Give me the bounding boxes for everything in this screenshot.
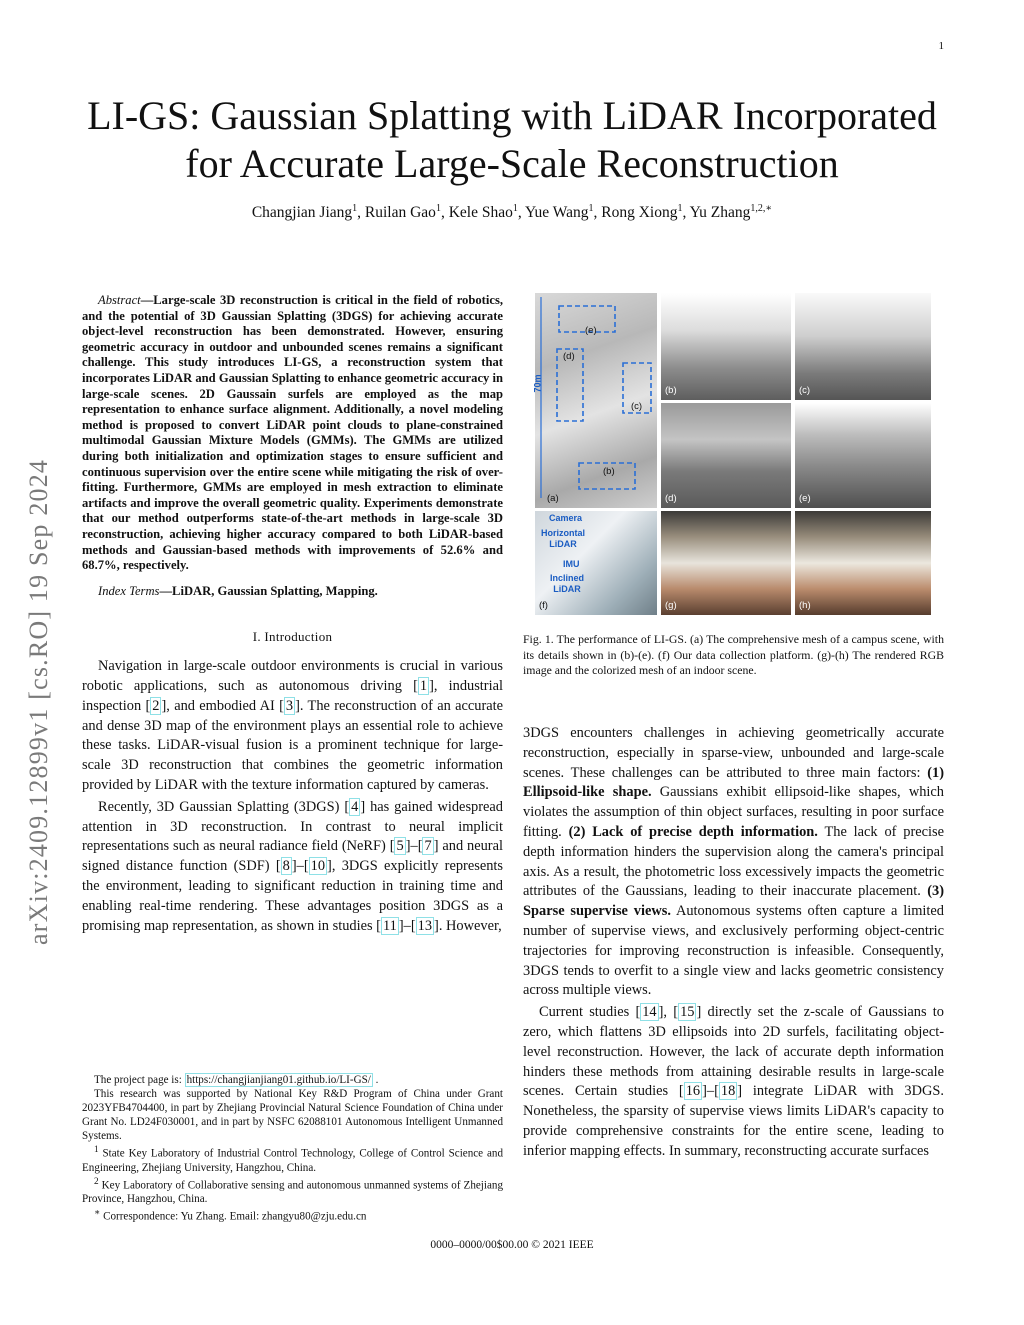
- citation-link[interactable]: 11: [382, 917, 397, 934]
- author-affiliation-mark: 1,2,∗: [750, 203, 773, 214]
- panel-label-a: (a): [547, 493, 559, 504]
- project-page-suffix: .: [372, 1074, 379, 1086]
- bold-phrase: (2) Lack of precise depth information.: [568, 823, 818, 840]
- project-page-prefix: The project page is:: [94, 1074, 185, 1086]
- citation-link[interactable]: 7: [424, 838, 432, 855]
- panel-f-data-platform: [535, 511, 657, 615]
- citation-link[interactable]: 3: [285, 697, 294, 714]
- author-name: Yue Wang: [525, 204, 589, 222]
- section-heading-introduction: I. Introduction: [252, 629, 333, 645]
- aff1-mark: 1: [94, 1145, 99, 1155]
- author-list: Changjian Jiang$^1$, Ruilan Gao$^1$, Kele Shao$^1$, Yue Wang$^1$, Rong Xiong$^1$, Yu Zhang$^{1,2,∗}$: [251, 203, 773, 222]
- footnote-project-page: [82, 1073, 503, 1087]
- footnote-affiliation-1: [82, 1143, 503, 1175]
- panel-label-c: (c): [799, 385, 811, 396]
- citation-link[interactable]: 1: [419, 678, 428, 695]
- platform-camera-label: Camera: [549, 513, 583, 523]
- author-name: Ruilan Gao: [364, 204, 436, 222]
- panel-label-f: (f): [539, 600, 548, 611]
- platform-imu-label: IMU: [563, 559, 580, 569]
- author-affiliation-mark: 1: [677, 203, 683, 214]
- citation-link[interactable]: 8: [282, 858, 290, 875]
- abstract: [82, 293, 503, 574]
- corr-text: Correspondence: Yu Zhang. Email: zhangyu80@zju.edu.cn: [100, 1211, 367, 1224]
- abstract-text: Large-scale 3D reconstruction is critical in the field of robotics, and the potential of 3D Gaussian Splatting (3DGS) for achieving accurate object-level reconstruction has been demonstrated. However, ensuring geometric accuracy in outdoor and unbounded scenes remains a significant challenge. This study introduces LI-GS, a reconstruction system that incorporates LiDAR and Gaussian Splatting to enhance geometric accuracy in large-scale scenes. 2D Gaussain surfels are employed as the map representation to enhance surface alignment. Additionally, a novel modeling method is proposed to convert LiDAR point clouds to plane-constrained multimodal Gaussian Mixture Models (GMMs). The GMMs are utilized during both initialization and optimization stages to ensure sufficient and continuous supervision over the entire scene while mitigating the risk of over-fitting. Furthermore, GMMs are employed in mesh extraction to eliminate artifacts and improve the overall geometric quality. Experiments demonstrate that our method outperforms state-of-the-art methods in large-scale 3D reconstruction, achieving higher accuracy compared to both LiDAR-based methods and Gaussian-based methods with improvements of 52.6% and 68.7%, respectively.: [82, 293, 503, 573]
- panel-label-g: (g): [665, 600, 677, 611]
- figure-1-caption: Fig. 1. The performance of LI-GS. (a) The comprehensive mesh of a campus scene, with its details shown in (b)-(e). (f) Our data collection platform. (g)-(h) The rendered RGB image and the colorized mesh of an indoor scene.: [523, 632, 944, 678]
- citation-link[interactable]: 14: [642, 1004, 657, 1021]
- title-line-1: LI-GS: Gaussian Splatting with LiDAR Incorporated: [87, 93, 937, 138]
- index-terms-text: LiDAR, Gaussian Splatting, Mapping.: [172, 583, 378, 598]
- panel-d-vehicles-mesh: [661, 403, 791, 508]
- project-page-link[interactable]: https://changjianjiang01.github.io/LI-GS/: [186, 1074, 371, 1086]
- right-paragraph-1: 3DGS encounters challenges in achieving geometrically accurate reconstruction, especially in sparse-view, unbounded and large-scale scenes. These challenges can be attributed to three main factors: (1) Ellipsoid-like shape. Gaussians exhibit ellipsoid-like shapes, which violates the assumption of thin object surfaces, resulting in poor surface fitting. (2) Lack of precise depth information. The lack of precise depth information hinders the supervision along the camera's principal axis. As a result, the photometric loss excessively impacts the geometric attributes of the Gaussians, leading to their inaccurate placement. (3) Sparse supervise views. Autonomous systems often capture a limited number of supervise views, and exclusively performing object-centric trajectories for improving reconstruction is infeasible. Consequently, 3DGS tends to overfit to a single view and lacks geometric consistency across multiple views.: [523, 725, 945, 999]
- footnote-funding: This research was supported by National Key R&D Program of China under Grant 2023YFB4704400, in part by Zhejiang Provincial Natural Science Foundation of China under Grant No. LD24F030001, and in part by NSFC 62088101 Autonomous Intelligent Unmanned Systems.: [82, 1088, 503, 1142]
- author-name: Changjian Jiang: [251, 204, 353, 222]
- paper-title: [60, 92, 964, 188]
- citation-link[interactable]: 13: [417, 917, 433, 934]
- author-name: Yu Zhang: [689, 204, 751, 222]
- citation-link[interactable]: 2: [152, 697, 160, 714]
- abstract-dash: —: [140, 293, 154, 307]
- index-terms-dash: —: [159, 583, 173, 598]
- intro-paragraph-2: Recently, 3D Gaussian Splatting (3DGS) [ 4 ] has gained widespread attention in 3D reconstruction. In contrast to neural implicit representations such as neural radiance field (NeRF) [ 5 ]–[ 7 ] and neural signed distance function (SDF) [ 8 ]–[ 10 ], 3DGS explicitly represents the environment, leading to significant reduction in training time and enabling real-time rendering. These advantages position 3DGS as a promising map representation, as shown in studies [ 11 ]–[ 13 ]. However,: [82, 798, 504, 934]
- panel-b-building-mesh: [661, 293, 791, 400]
- citation-link[interactable]: 15: [680, 1004, 695, 1021]
- citation-link[interactable]: 16: [685, 1083, 701, 1100]
- corr-mark: ∗: [94, 1208, 101, 1219]
- panel-a-campus-mesh: [532, 293, 657, 508]
- abstract-label: Abstract: [98, 293, 141, 307]
- author-name: Kele Shao: [448, 204, 513, 222]
- index-terms-label: Index Terms: [98, 583, 160, 598]
- right-column: [523, 724, 944, 1162]
- left-column: [82, 293, 503, 936]
- panel-label-b: (b): [665, 385, 677, 396]
- footnote-affiliation-2: [82, 1175, 503, 1207]
- bold-phrase: (1) Ellipsoid-like shape.: [523, 764, 944, 801]
- panel-e-tree-mesh: [795, 403, 931, 508]
- author-affiliation-mark: 1: [512, 203, 518, 214]
- inset-label-c: (c): [631, 401, 643, 412]
- index-terms: [82, 584, 503, 600]
- panel-label-d: (d): [665, 493, 677, 504]
- title-line-2: for Accurate Large-Scale Reconstruction: [185, 141, 839, 186]
- bold-phrase: (3) Sparse supervise views.: [523, 883, 944, 920]
- panel-c-building-mesh: [795, 293, 931, 400]
- panel-h-colorized-mesh: [795, 511, 931, 615]
- citation-link[interactable]: 5: [396, 838, 404, 855]
- inset-label-d: (d): [563, 351, 575, 362]
- author-affiliation-mark: 1: [352, 203, 358, 214]
- citation-link[interactable]: 10: [310, 858, 326, 875]
- citation-link[interactable]: 18: [720, 1083, 736, 1100]
- author-affiliation-mark: 1: [435, 203, 441, 214]
- figure-1: [532, 293, 931, 615]
- inset-label-b: (b): [603, 466, 615, 477]
- panel-g-rendered-rgb: [661, 511, 791, 615]
- scale-label: 70m: [532, 374, 543, 393]
- arxiv-identifier: arXiv:2409.12899v1 [cs.RO] 19 Sep 2024: [24, 458, 53, 945]
- panel-label-h: (h): [799, 600, 811, 611]
- page-number: 1: [938, 40, 944, 52]
- copyright-footer: 0000–0000/00$00.00 © 2021 IEEE: [430, 1239, 594, 1251]
- intro-paragraph-1: Navigation in large-scale outdoor environments is crucial in various robotic applications, such as autonomous driving [ 1 ], industrial inspection [ 2 ], and embodied AI [ 3 ]. The reconstruction of an accurate and dense 3D map of the environment plays an essential role to achieve these tasks. LiDAR-visual fusion is a prominent technique for large-scale 3D reconstruction that combines the geometric information provided by LiDAR with the texture information captured by cameras.: [82, 658, 504, 794]
- footnotes: [82, 1073, 503, 1224]
- right-paragraph-2: Current studies [ 14 ], [ 15 ] directly set the z-scale of Gaussians to zero, which flattens 3D ellipsoids into 2D surfels, facilitating object-level reconstruction. However, the lack of accurate depth information hinders these methods from attaining desirable results in large-scale scenes. Certain studies [ 16 ]–[ 18 ] integrate LiDAR with 3DGS. Nonetheless, the sparsity of supervise views limits LiDAR's capacity to provide comprehensive constraints for the entire scene, leading to inferior mapping effects. In summary, reconstructing accurate surfaces: [523, 1004, 945, 1159]
- inset-label-e: (e): [585, 325, 597, 336]
- aff2-mark: 2: [94, 1176, 99, 1187]
- panel-label-e: (e): [799, 493, 811, 504]
- platform-horizontal-lidar-label: Horizontal LiDAR: [541, 528, 585, 549]
- aff2-text: Key Laboratory of Collaborative sensing and autonomous unmanned systems of Zhejiang Province, Hangzhou, China.: [82, 1179, 503, 1206]
- citation-link[interactable]: 4: [351, 798, 359, 815]
- author-affiliation-mark: 1: [588, 203, 594, 214]
- footnote-correspondence: [82, 1206, 503, 1224]
- author-name: Rong Xiong: [601, 204, 678, 222]
- platform-inclined-lidar-label: Inclined LiDAR: [549, 573, 584, 594]
- aff1-text: State Key Laboratory of Industrial Control Technology, College of Control Science and Engineering, Zhejiang University, Hangzhou, China.: [82, 1147, 503, 1174]
